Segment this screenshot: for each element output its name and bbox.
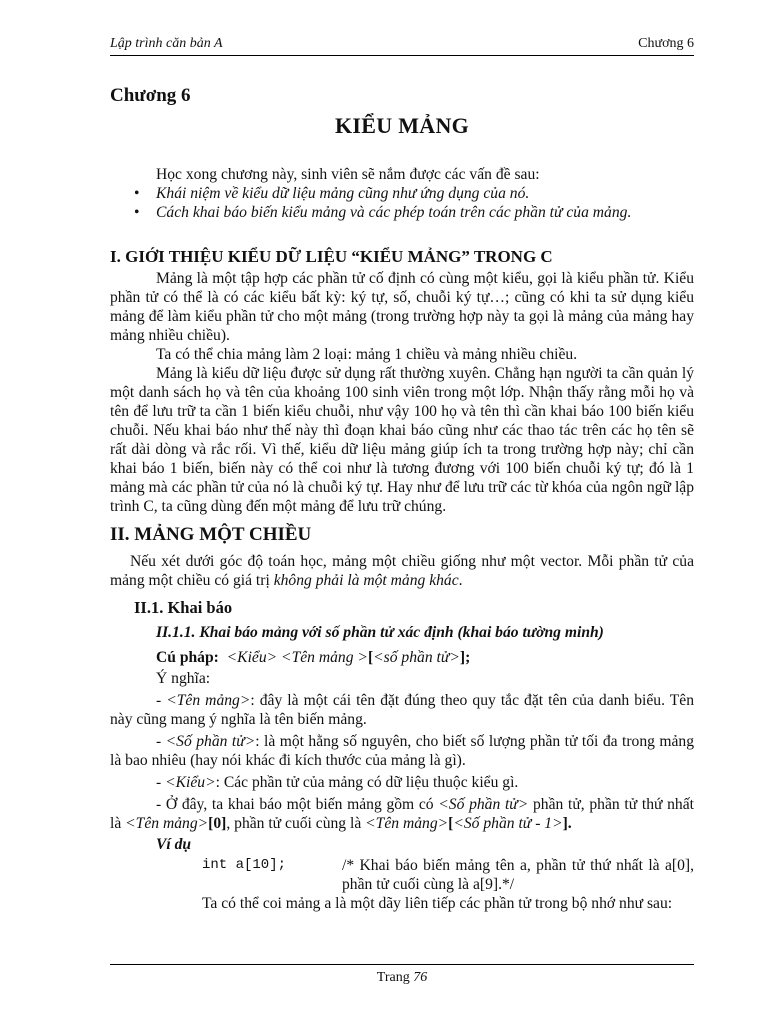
chapter-title: KIỂU MẢNG <box>334 113 470 138</box>
header-book-title: Lập trình căn bản A <box>110 36 223 51</box>
meaning-label: Ý nghĩa: <box>156 670 211 687</box>
document-page <box>110 36 694 913</box>
paragraph: Mảng là một tập hợp các phần tử cố định có cùng một kiểu, gọi là kiểu phần tử. Kiểu phần tử có thể là có các kiểu bất kỳ: ký tự, số, chuỗi ký tự…; cũng có khi ta sử dụng kiểu mảng để làm kiểu phần tử cho một mảng (trong trường hợp này ta gọi là mảng của mảng hay mảng nhiều chiều). <box>110 270 694 344</box>
chapter-label: Chương 6 <box>110 85 191 106</box>
subsubsection-heading: II.1.1. Khai báo mảng với số phần tử xác định (khai báo tường minh) <box>156 624 604 641</box>
code-comment: /* Khai báo biến mảng tên a, phần tử thứ nhất là a[0], phần tử cuối cùng là a[9].*/ <box>342 857 694 893</box>
page-number: 76 <box>413 970 428 985</box>
definition-item: - <Tên mảng>: đây là một cái tên đặt đúng theo quy tắc đặt tên của danh biểu. Tên này cũng mang ý nghĩa là tên biến mảng. <box>110 692 694 728</box>
paragraph: Nếu xét dưới góc độ toán học, mảng một chiều giống như một vector. Mỗi phần tử của mảng một chiều có giá trị không phải là một mảng khác. <box>110 553 694 589</box>
goal-item: • Khái niệm về kiểu dữ liệu mảng cũng như ứng dụng của nó. <box>156 184 694 203</box>
definition-item: - <Kiểu>: Các phần tử của mảng có dữ liệu thuộc kiểu gì. <box>156 774 519 791</box>
header-chapter: Chương 6 <box>638 36 694 51</box>
page-footer <box>110 964 694 986</box>
definition-item: - <Số phần tử>: là một hằng số nguyên, cho biết số lượng phần tử tối đa trong mảng là bao nhiêu (hay nói khác đi kích thước của mảng là gì). <box>110 733 695 769</box>
section-heading: II. MẢNG MỘT CHIỀU <box>110 524 312 545</box>
paragraph: Ta có thể coi mảng a là một dãy liên tiếp các phần tử trong bộ nhớ như sau: <box>202 895 673 912</box>
definition-item: - Ở đây, ta khai báo một biến mảng gồm có <Số phần tử> phần tử, phần tử thứ nhất là <Tên mảng>[0], phần tử cuối cùng là <Tên mảng>[<Số phần tử - 1>]. <box>110 796 694 832</box>
footer-label: Trang <box>376 970 414 985</box>
code-example <box>110 856 694 894</box>
code-snippet: int a[10]; <box>202 857 287 873</box>
goals-list <box>110 184 694 222</box>
intro-lead: Học xong chương này, sinh viên sẽ nắm được các vấn đề sau: <box>156 166 540 183</box>
page-header <box>110 36 694 56</box>
paragraph: Mảng là kiểu dữ liệu được sử dụng rất thường xuyên. Chẳng hạn người ta cần quản lý một danh sách họ và tên của khoảng 100 sinh viên trong một lớp. Nhận thấy rằng mỗi họ và tên để lưu trữ ta cần 1 biến kiểu chuỗi, như vậy 100 họ và tên thì cần khai báo 100 biến kiểu chuỗi. Nếu khai báo như thế này thì đoạn khai báo cũng như các thao tác trên các họ tên sẽ rất dài dòng và rắc rối. Vì thế, kiểu dữ liệu mảng giúp ích ta trong trường hợp này; chỉ cần khai báo 1 biến, biến này có thể coi như là tương đương với 100 biến chuỗi ký tự; đó là 1 mảng mà các phần tử của nó là chuỗi ký tự. Hay như để lưu trữ các từ khóa của ngôn ngữ lập trình C, ta cũng dùng đến một mảng để lưu trữ chúng. <box>110 365 694 515</box>
subsection-heading: II.1. Khai báo <box>134 598 233 617</box>
goal-item: • Cách khai báo biến kiểu mảng và các phép toán trên các phần tử của mảng. <box>156 203 694 222</box>
paragraph: Ta có thể chia mảng làm 2 loại: mảng 1 chiều và mảng nhiều chiều. <box>156 346 578 363</box>
section-heading: I. GIỚI THIỆU KIỂU DỮ LIỆU “KIỂU MẢNG” TRONG C <box>110 247 553 266</box>
syntax-line: Cú pháp: <Kiểu> <Tên mảng >[<số phần tử>]; <box>156 649 471 666</box>
example-label: Ví dụ <box>156 836 192 853</box>
